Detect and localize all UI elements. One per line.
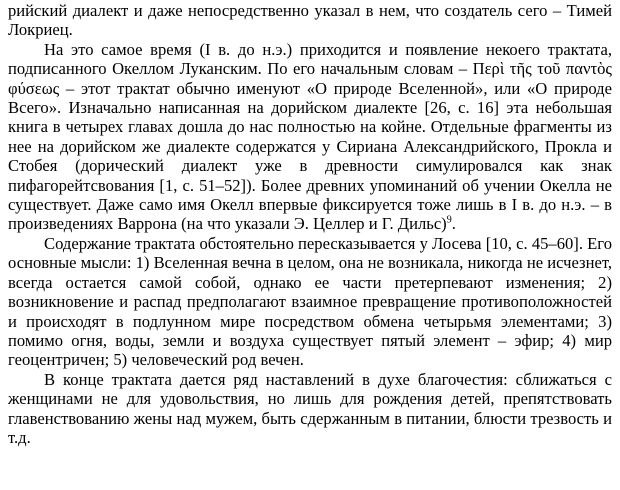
paragraph-okellus-text: На это самое время (I в. до н.э.) приходится и появление некоего трактата, подписанного Океллом Луканским. По его начальным словам – Περὶ τῆς τοῦ παντὸς φύσεως – этот трактат обычно именуют «О природе Вселенной», или «О природе Всего». Изначально написанная на дорийском диалекте [26, с. 16] эта небольшая книга в четырех главах дошла до нас полностью на койне. Отдельные фрагменты из нее на дорийском же диалекте содержатся у Сириана Александрийского, Прокла и Стобея (дорический диалект уже в древности симулировался как знак пифагорейтсвования [1, с. 51–52]). Более древних упоминаний об учении Окелла не существует. Даже само имя Окелл впервые фиксируется тоже лишь в I в. до н.э. – в произведениях Варрона (на что указали Э. Целлер и Г. Дильс) — [8, 39, 612, 234]
paragraph-treatise-ending: В конце трактата дается ряд наставлений в духе благочестия: сближаться с женщинами не для удовольствия, но лишь для рождения детей, препятствовать главенствованию жены над мужем, быть сдержанным в питании, блюсти трезвость и т.д. — [8, 369, 612, 447]
paragraph-continuation: рийский диалект и даже непосредственно указал в нем, что создатель сего – Тимей Локриец. — [8, 1, 612, 40]
paragraph-okellus-treatise — [8, 40, 612, 234]
paragraph-treatise-content: Содержание трактата обстоятельно пересказывается у Лосева [10, с. 45–60]. Его основные мысли: 1) Вселенная вечна в целом, она не возникала, никогда не исчезнет, всегда остается самой собой, однако ее части претерпевают изменения; 2) возникновение и распад предполагают взаимное превращение противоположностей и происходят в подлунном мире посредством обмена четырьмя элементами; 3) помимо огня, воды, земли и воздуха существует пятый элемент – эфир; 4) мир геоцентричен; 5) человеческий род вечен. — [8, 233, 612, 370]
paragraph-okellus-tail: . — [451, 214, 456, 234]
footnote-marker[interactable]: 9 — [446, 214, 452, 226]
